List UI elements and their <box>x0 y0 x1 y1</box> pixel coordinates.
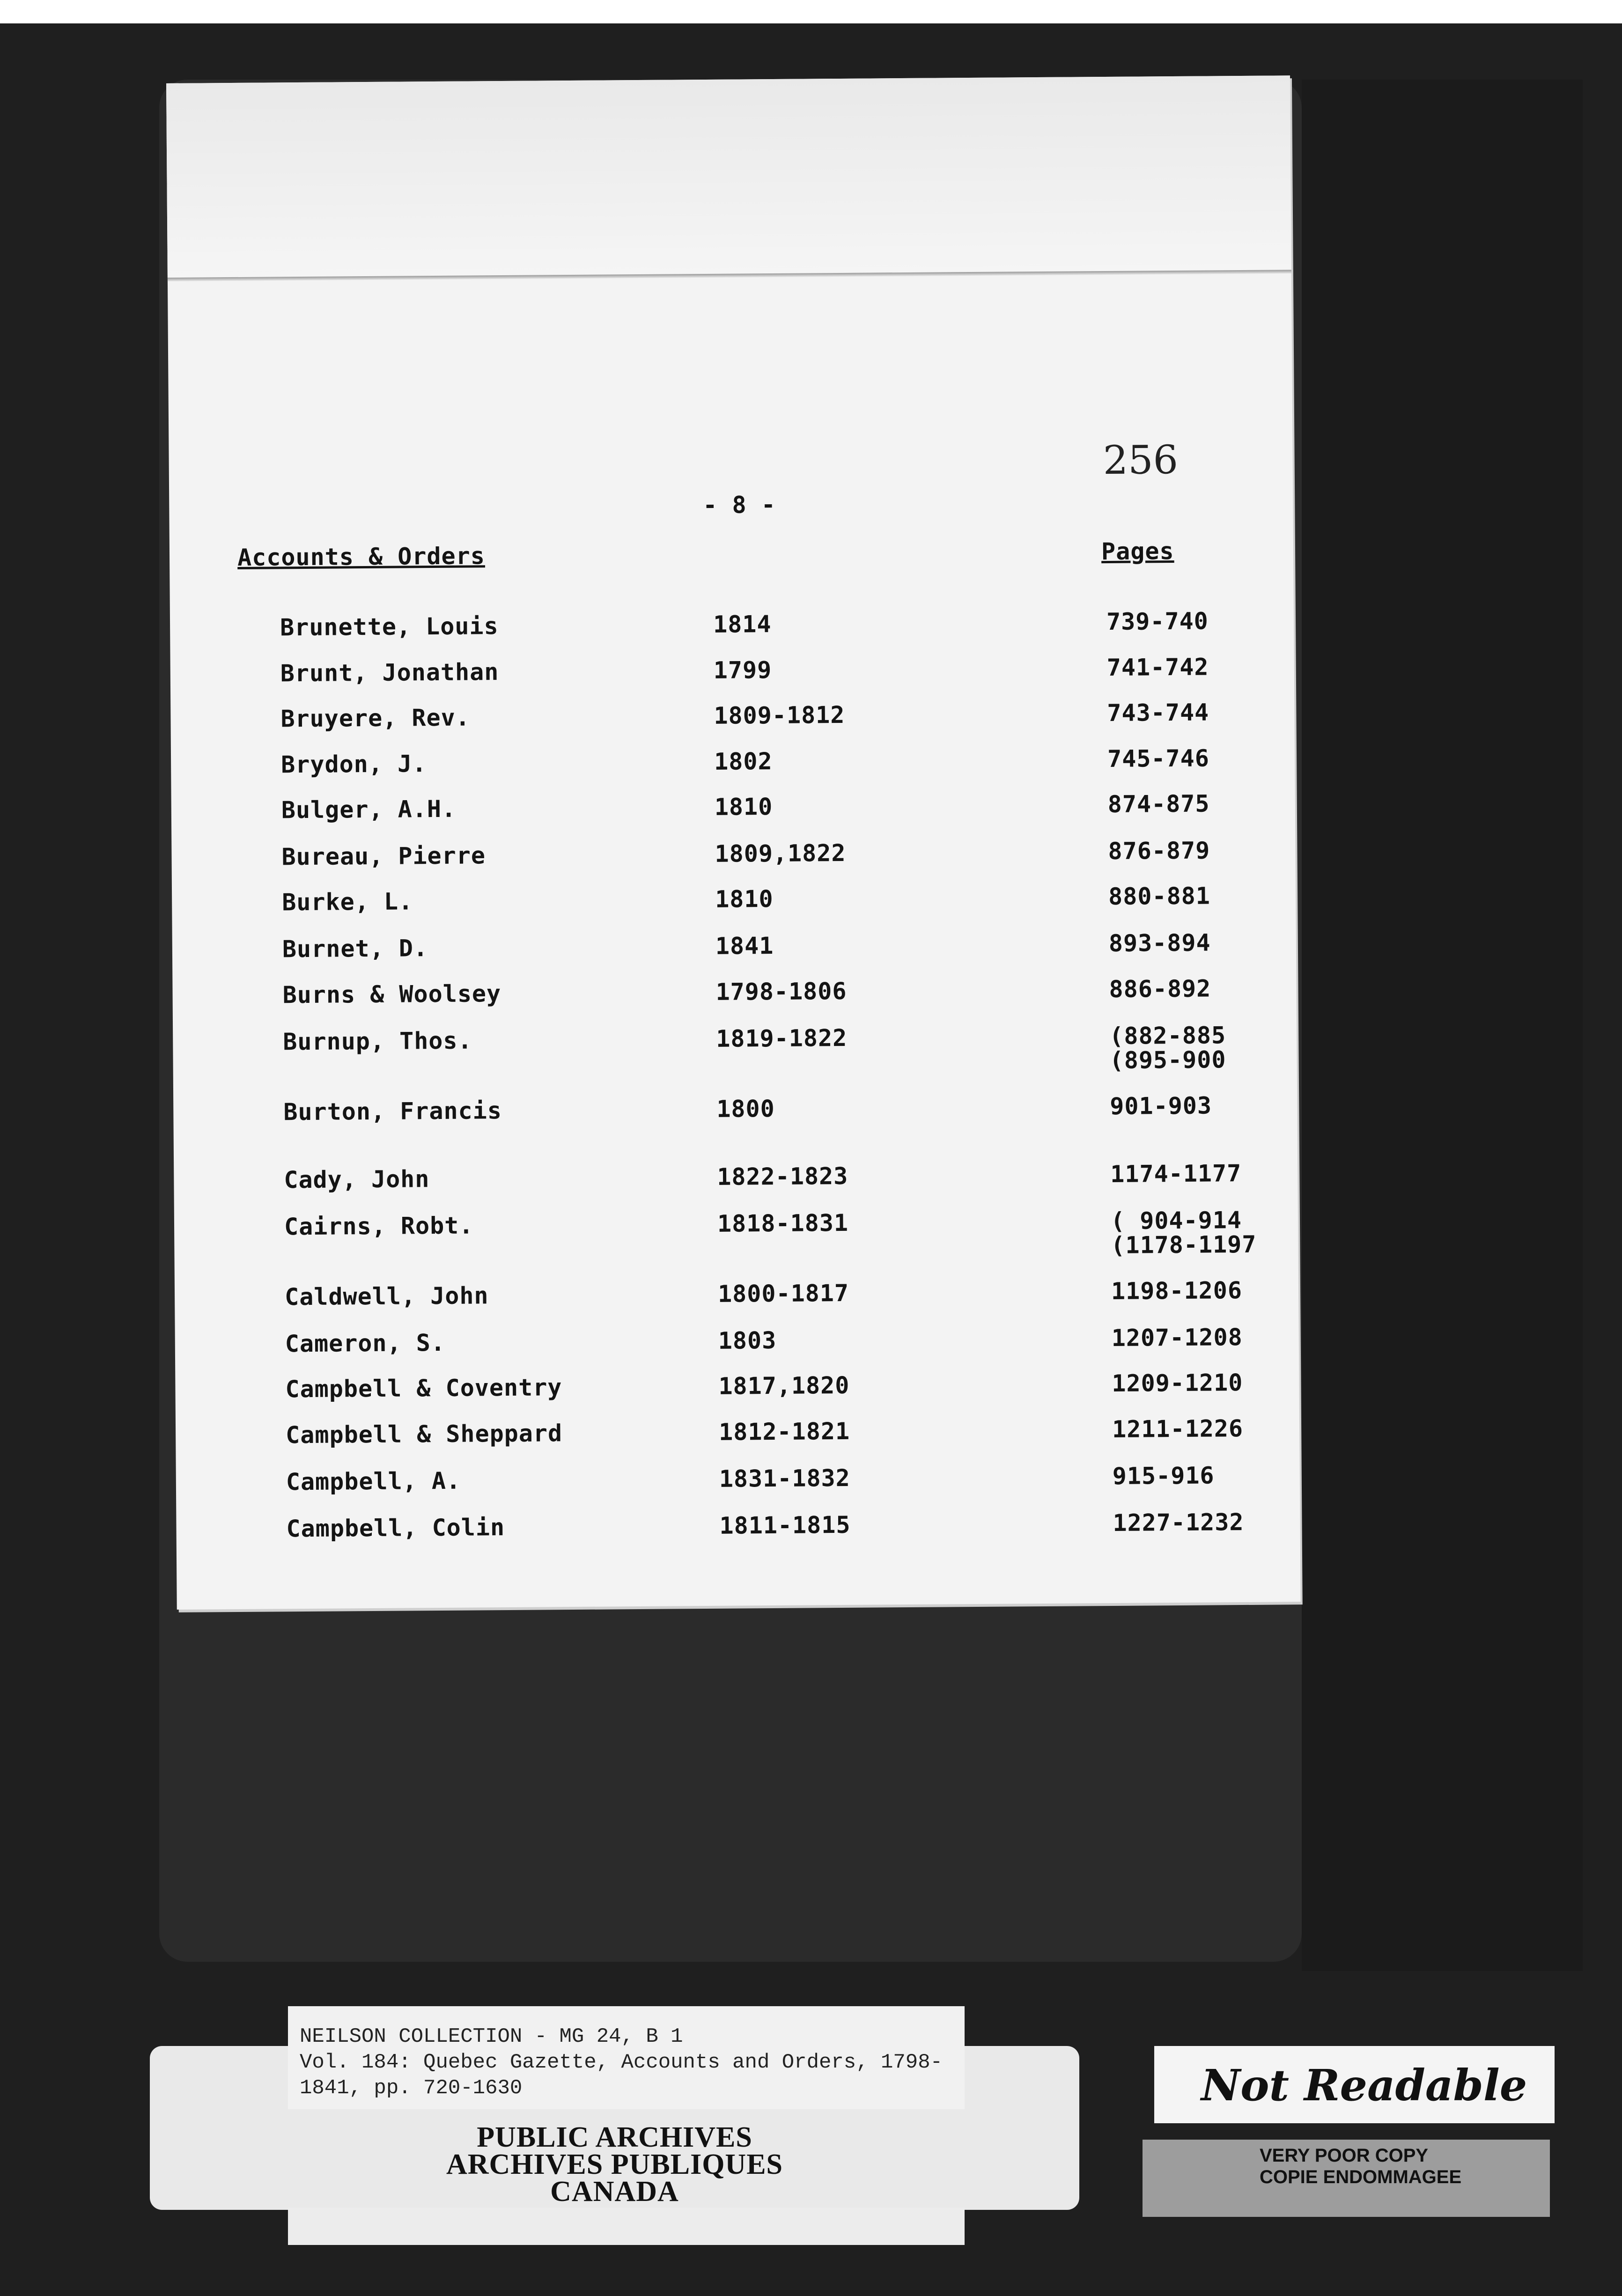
entry-years: 1818-1831 <box>717 1209 849 1237</box>
index-row <box>175 1323 1299 1359</box>
entry-pages: 893-894 <box>1108 929 1211 957</box>
page-marker: - 8 - <box>703 491 776 519</box>
entry-pages: 1209-1210 <box>1112 1369 1243 1397</box>
entry-pages: 1211-1226 <box>1112 1415 1244 1443</box>
folio-stamp-number: 256 <box>1103 436 1179 484</box>
entry-years: 1809-1812 <box>714 701 845 729</box>
index-row <box>173 1021 1297 1074</box>
entry-years: 1798-1806 <box>715 977 847 1006</box>
entry-years: 1831-1832 <box>719 1464 850 1493</box>
entry-pages: 1198-1206 <box>1111 1277 1243 1305</box>
archives-card-tab <box>288 2208 965 2245</box>
entry-pages: (882-885 <box>1109 1022 1226 1050</box>
label-line-3: 1841, pp. 720-1630 <box>300 2076 523 2100</box>
index-row <box>171 744 1295 780</box>
entry-years: 1811-1815 <box>719 1511 851 1539</box>
entry-name: Burton, Francis <box>283 1097 502 1126</box>
entry-years: 1822-1823 <box>717 1162 848 1191</box>
entry-name: Burns & Woolsey <box>282 980 501 1009</box>
index-row <box>170 653 1294 689</box>
entry-pages: 876-879 <box>1108 837 1210 865</box>
index-row <box>176 1461 1300 1497</box>
label-line-1: NEILSON COLLECTION - MG 24, B 1 <box>300 2025 683 2048</box>
entry-name: Bureau, Pierre <box>281 842 486 871</box>
index-row <box>174 1206 1298 1259</box>
entry-pages: ( 904-914 <box>1110 1207 1242 1235</box>
entry-years: 1841 <box>715 932 774 960</box>
document-page <box>166 75 1301 1610</box>
collection-label <box>288 2006 965 2109</box>
poor-copy-line-2: COPIE ENDOMMAGEE <box>1260 2167 1462 2187</box>
entry-years: 1799 <box>713 656 772 684</box>
entry-name: Bulger, A.H. <box>281 795 457 824</box>
entry-years: 1812-1821 <box>718 1417 850 1446</box>
entry-name: Burnup, Thos. <box>283 1027 472 1056</box>
entry-name: Bruyere, Rev. <box>280 704 471 733</box>
entry-pages-continued: (1178-1197 <box>1111 1230 1257 1259</box>
entry-years: 1809,1822 <box>715 839 846 868</box>
index-row <box>174 1159 1298 1195</box>
index-row <box>171 836 1295 872</box>
entry-pages: 741-742 <box>1106 653 1209 682</box>
entry-pages: 1207-1208 <box>1111 1324 1243 1352</box>
label-line-2: Vol. 184: Quebec Gazette, Accounts and Orders, 1798- <box>300 2051 943 2074</box>
scan-top-margin <box>0 0 1622 23</box>
entry-years: 1817,1820 <box>718 1371 850 1400</box>
entry-pages: 1227-1232 <box>1113 1509 1244 1537</box>
index-row <box>172 882 1296 918</box>
index-row <box>172 928 1296 964</box>
header-accounts-orders: Accounts & Orders <box>237 542 486 571</box>
microfilm-edge <box>1302 80 1583 1971</box>
index-row <box>170 698 1294 734</box>
entry-name: Brunt, Jonathan <box>280 658 499 687</box>
poor-copy-card <box>1143 2140 1550 2217</box>
not-readable-card <box>1154 2046 1555 2123</box>
index-row <box>175 1276 1298 1312</box>
entry-name: Campbell & Coventry <box>285 1374 562 1403</box>
entry-name: Campbell & Sheppard <box>285 1420 563 1449</box>
entry-pages: 915-916 <box>1112 1462 1215 1490</box>
entry-years: 1810 <box>714 793 773 821</box>
entry-pages: 874-875 <box>1107 790 1210 818</box>
archives-line-3: CANADA <box>550 2176 679 2208</box>
index-row <box>176 1508 1300 1544</box>
entry-years: 1810 <box>715 885 774 913</box>
index-row <box>170 607 1294 643</box>
index-row <box>176 1414 1299 1450</box>
index-row <box>171 789 1295 825</box>
entry-years: 1800-1817 <box>717 1279 849 1308</box>
entry-name: Cameron, S. <box>285 1329 446 1358</box>
entry-pages: 743-744 <box>1107 699 1209 727</box>
not-readable-text: Not Readable <box>1201 2060 1527 2111</box>
entry-pages: 901-903 <box>1110 1092 1212 1120</box>
entry-pages: 1174-1177 <box>1110 1160 1242 1188</box>
entry-pages: 886-892 <box>1109 975 1211 1003</box>
paper-fold-flap <box>166 75 1291 278</box>
index-row <box>175 1369 1299 1405</box>
poor-copy-line-1: VERY POOR COPY <box>1260 2145 1429 2166</box>
archives-line-2: ARCHIVES PUBLIQUES <box>446 2149 783 2180</box>
index-row <box>173 1091 1297 1127</box>
entry-pages: 745-746 <box>1107 744 1210 773</box>
entry-years: 1800 <box>716 1095 775 1123</box>
entry-name: Caldwell, John <box>284 1282 489 1311</box>
entry-name: Cady, John <box>284 1165 430 1194</box>
entry-name: Burnet, D. <box>282 935 428 963</box>
header-pages: Pages <box>1101 537 1174 566</box>
entry-name: Campbell, Colin <box>286 1514 505 1543</box>
entry-years: 1803 <box>718 1326 777 1354</box>
entry-pages: 880-881 <box>1108 882 1211 910</box>
entry-name: Brunette, Louis <box>280 612 499 641</box>
entry-pages-continued: (895-900 <box>1109 1046 1226 1074</box>
entry-years: 1814 <box>713 611 772 638</box>
entry-years: 1819-1822 <box>716 1024 848 1052</box>
index-row <box>172 974 1296 1010</box>
entry-name: Brydon, J. <box>280 750 427 779</box>
entry-years: 1802 <box>714 747 773 775</box>
entry-name: Campbell, A. <box>286 1467 461 1496</box>
entry-name: Cairns, Robt. <box>284 1212 474 1241</box>
entry-pages: 739-740 <box>1106 607 1209 636</box>
archives-line-1: PUBLIC ARCHIVES <box>477 2121 752 2153</box>
entry-name: Burke, L. <box>282 888 413 916</box>
